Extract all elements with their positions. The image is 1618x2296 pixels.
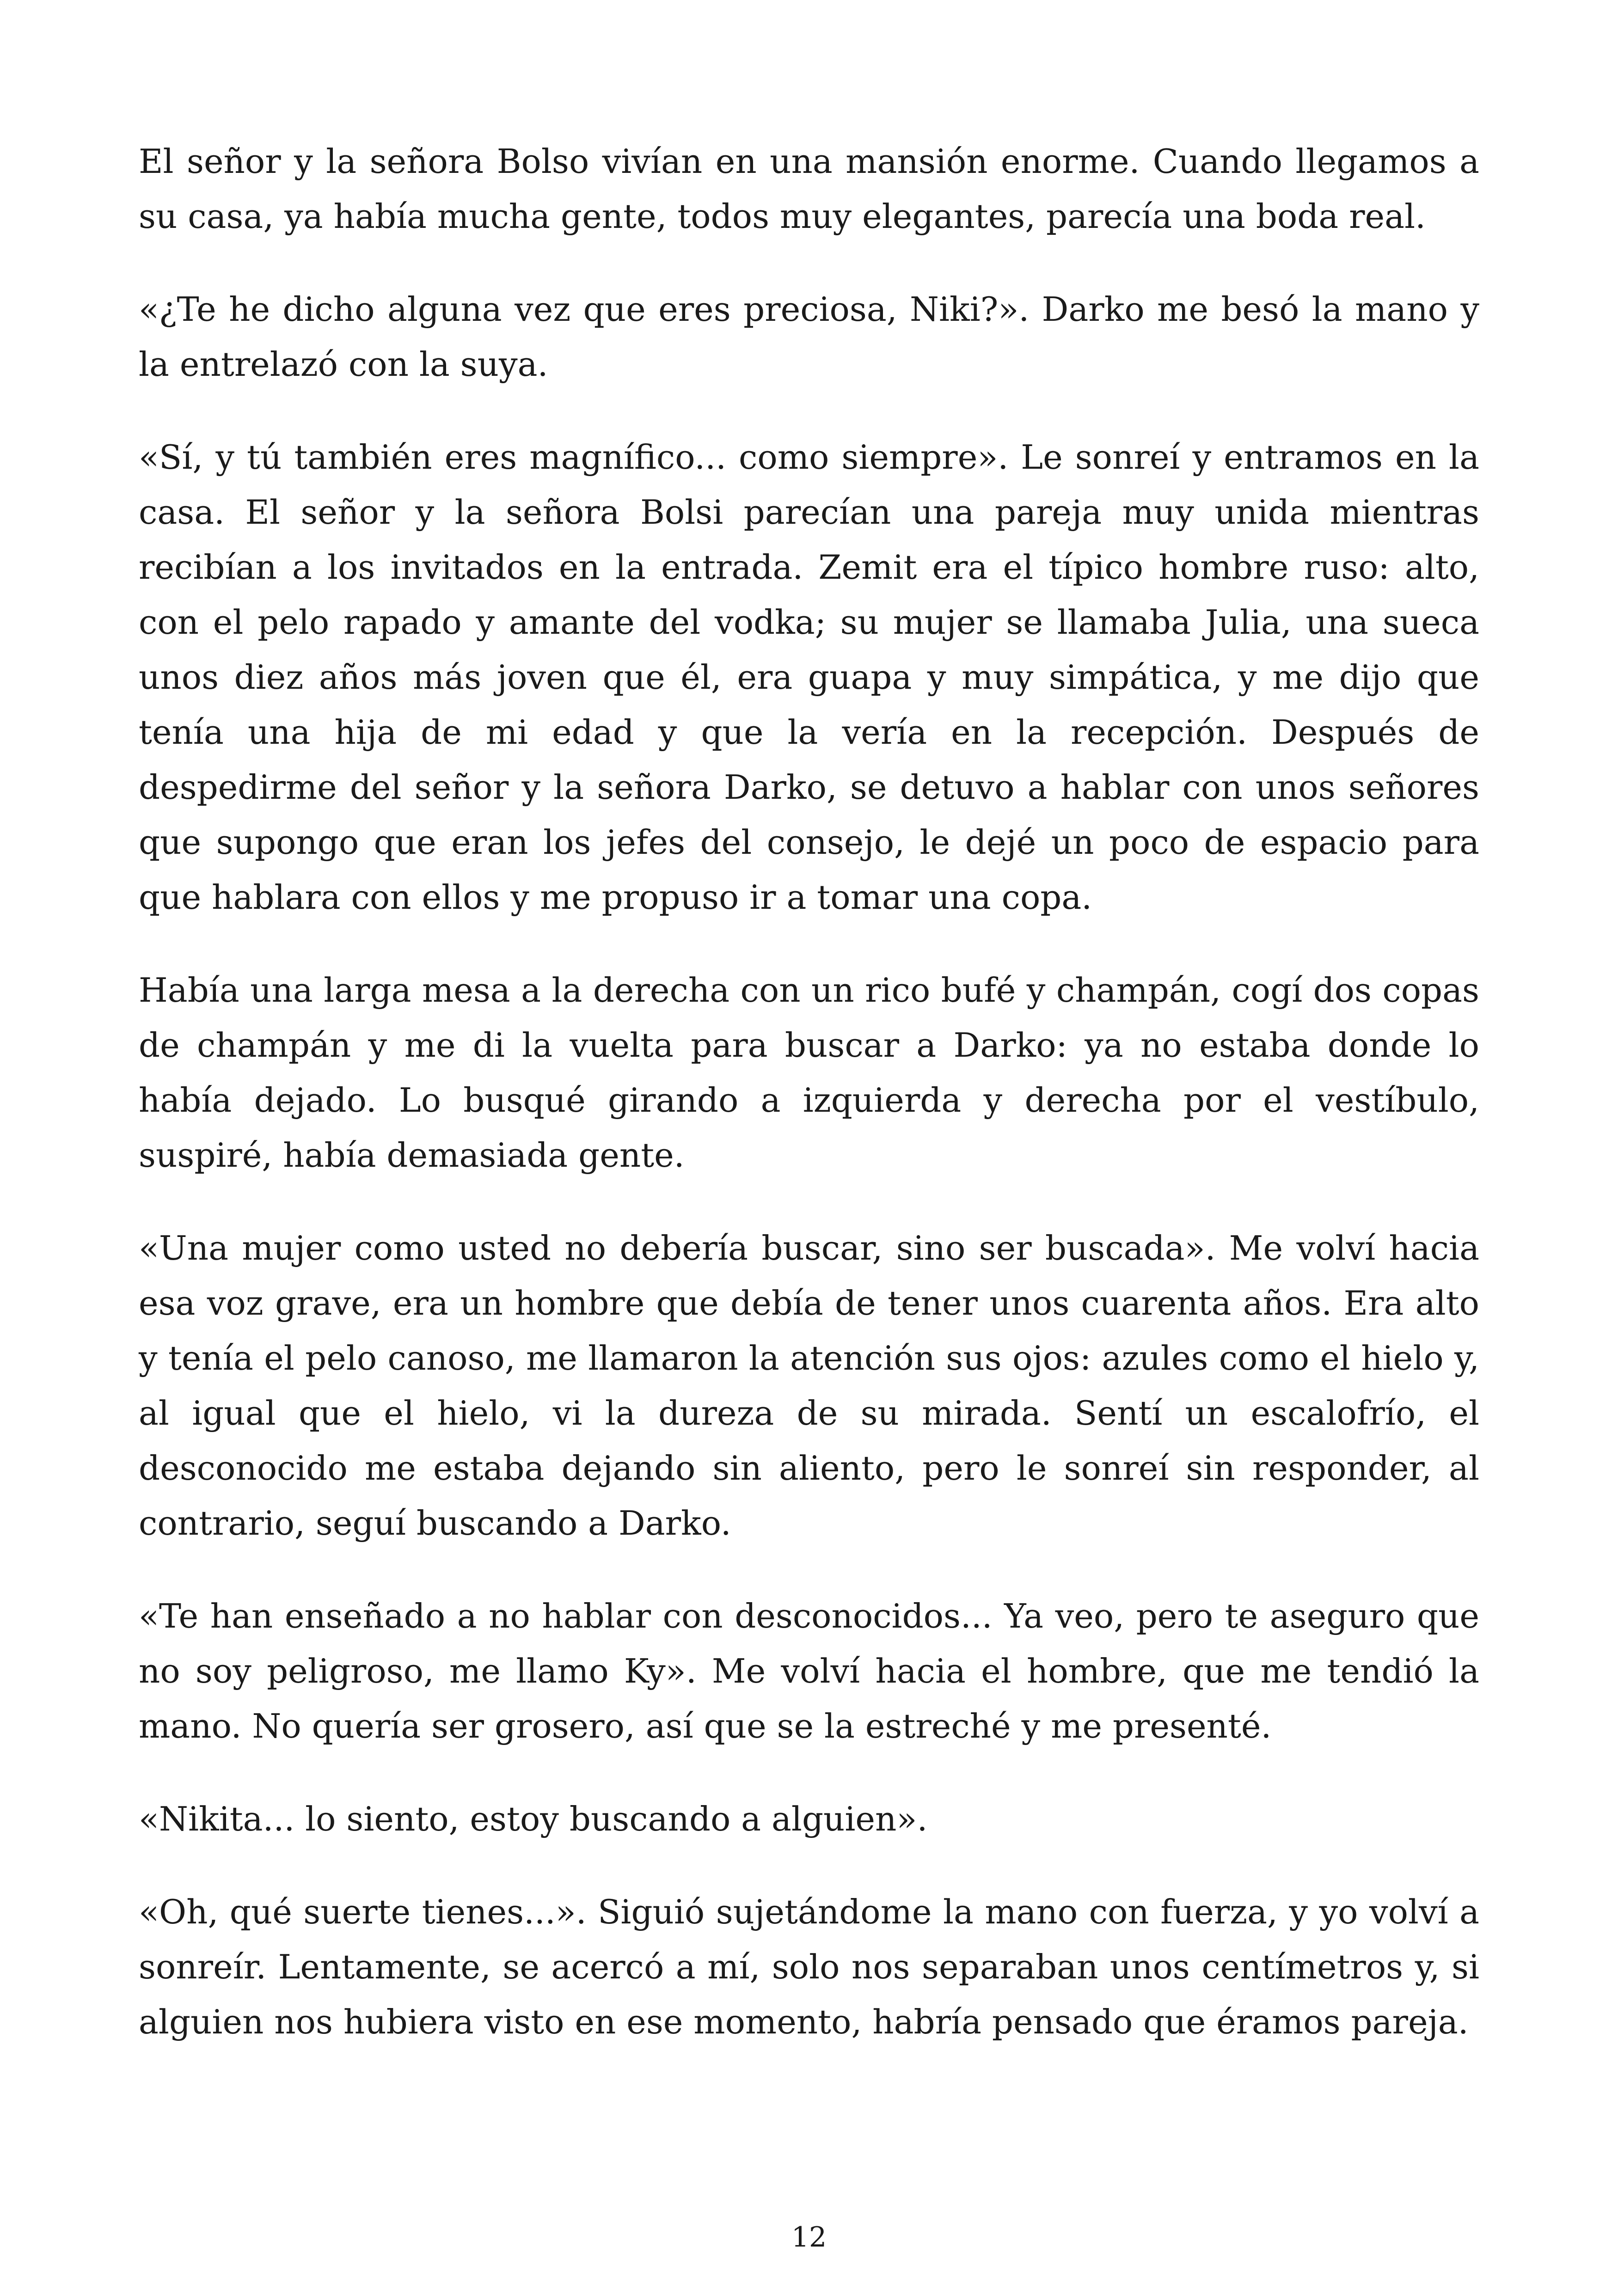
paragraph-4: Había una larga mesa a la derecha con un rico bufé y champán, cogí dos copas de champán y me di la vuelta para buscar a Darko: ya no estaba donde lo había dejado. Lo busqué girando a izquierda y derecha por el vestíbulo, suspiré, había demasiada gente. [139,971,1479,1175]
paragraph-8: «Oh, qué suerte tienes...». Siguió sujetándome la mano con fuerza, y yo volví a sonreír. Lentamente, se acercó a mí, solo nos separaban unos centímetros y, si alguien nos hubiera visto en ese momento, habría pensado que éramos pareja. [139,1892,1479,2041]
paragraph-1: El señor y la señora Bolso vivían en una mansión enorme. Cuando llegamos a su casa, ya había mucha gente, todos muy elegantes, parecía una boda real. [139,142,1479,236]
paragraph-6: «Te han enseñado a no hablar con desconocidos... Ya veo, pero te aseguro que no soy peligroso, me llamo Ky». Me volví hacia el hombre, que me tendió la mano. No quería ser grosero, así que se la estreché y me presenté. [139,1597,1479,1745]
paragraph-7: «Nikita... lo siento, estoy buscando a alguien». [139,1800,928,1838]
paragraph-5: «Una mujer como usted no debería buscar, sino ser buscada». Me volví hacia esa voz grave, era un hombre que debía de tener unos cuarenta años. Era alto y tenía el pelo canoso, me llamaron la atención sus ojos: azules como el hielo y, al igual que el hielo, vi la dureza de su mirada. Sentí un escalofrío, el desconocido me estaba dejando sin aliento, pero le sonreí sin responder, al contrario, seguí buscando a Darko. [139,1229,1479,1543]
paragraph-3: «Sí, y tú también eres magnífico... como siempre». Le sonreí y entramos en la casa. El señor y la señora Bolsi parecían una pareja muy unida mientras recibían a los invitados en la entrada. Zemit era el típico hombre ruso: alto, con el pelo rapado y amante del vodka; su mujer se llamaba Julia, una sueca unos diez años más joven que él, era guapa y muy simpática, y me dijo que tenía una hija de mi edad y que la vería en la recepción. Después de despedirme del señor y la señora Darko, se detuvo a hablar con unos señores que supongo que eran los jefes del consejo, le dejé un poco de espacio para que hablara con ellos y me propuso ir a tomar una copa. [139,438,1479,917]
page-number: 12 [791,2221,827,2253]
body-text [139,134,1479,2088]
paragraph-2: «¿Te he dicho alguna vez que eres preciosa, Niki?». Darko me besó la mano y la entrelazó con la suya. [139,290,1479,384]
